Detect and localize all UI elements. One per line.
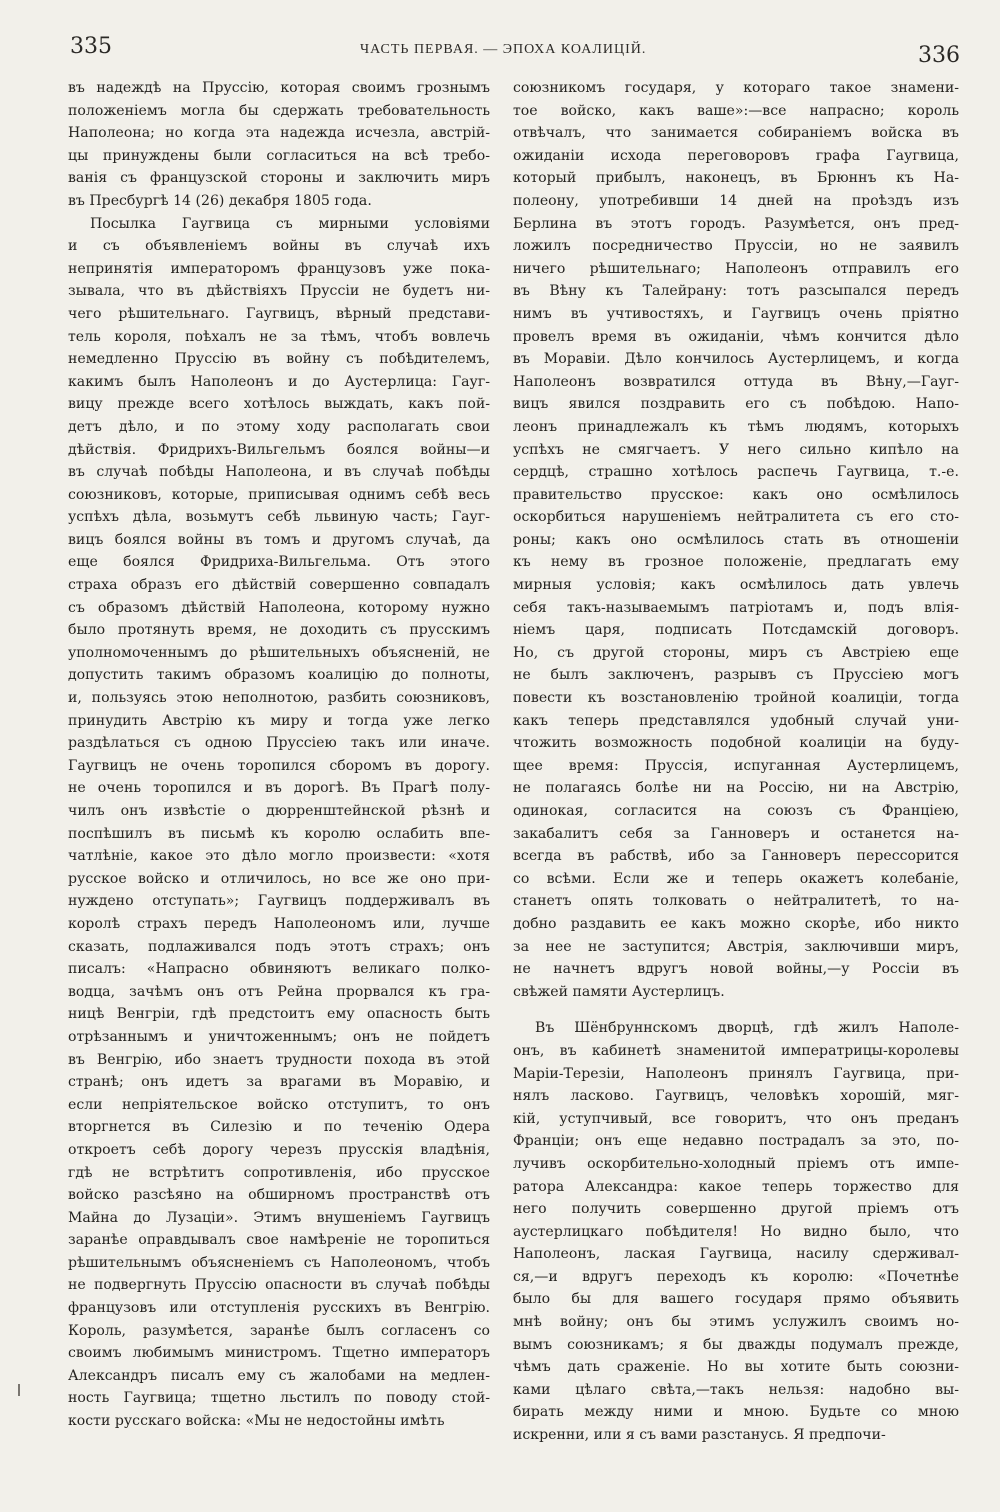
text-line: тое войско, какъ ваше»:—все напрасно; король bbox=[513, 102, 959, 119]
text-line: нуждено отступать»; Гаугвицъ поддерживалъ въ bbox=[68, 893, 490, 910]
text-line: въ Моравіи. Дѣло кончилось Аустерлицемъ, и когда bbox=[513, 351, 959, 368]
text-line: мнѣ войну; онъ бы этимъ услужилъ своимъ но- bbox=[513, 1314, 959, 1331]
text-line: какимъ былъ Наполеонъ и до Аустерлица: Гауг- bbox=[68, 373, 490, 390]
text-line: ложилъ посредничество Пруссіи, но не заявилъ bbox=[513, 238, 959, 255]
text-line: рѣшительнымъ объясненіемъ съ Наполеономъ, чтобъ bbox=[68, 1254, 490, 1271]
text-line: русское войско и отличилось, но все же оно при- bbox=[68, 870, 490, 887]
text-line: вторгнется въ Силезію и по теченію Одера bbox=[68, 1119, 490, 1136]
text-line: мирныя условія; какъ осмѣлилось дать увлечь bbox=[513, 577, 959, 594]
page-number-left: 335 bbox=[70, 34, 112, 59]
text-line: Франціи; онъ еще недавно пострадалъ за это, по- bbox=[513, 1133, 959, 1150]
text-line: въ Венгрію, ибо знаетъ трудности похода въ этой bbox=[68, 1051, 490, 1068]
text-line: не очень торопился и въ дорогѣ. Въ Прагѣ полу- bbox=[68, 780, 490, 797]
text-line: Майна до Лузаціи». Этимъ внушеніемъ Гаугвицъ bbox=[68, 1209, 490, 1226]
text-line: кій, уступчивый, все говоритъ, что онъ преданъ bbox=[513, 1110, 959, 1127]
text-line: вымъ союзникамъ; я бы дважды подумалъ прежде, bbox=[513, 1336, 959, 1353]
text-line: союзниковъ, которые, приписывая однимъ себѣ весь bbox=[68, 486, 490, 503]
text-line: лучивъ оскорбительно-холодный пріемъ отъ импе- bbox=[513, 1155, 959, 1172]
text-line: нялъ ласково. Гаугвицъ, человѣкъ хорошій, мяг- bbox=[513, 1088, 959, 1105]
text-line: не начнетъ вдругъ новой войны,—у Россіи въ bbox=[513, 961, 959, 978]
text-line: еще боялся Фридриха-Вильгельма. Отъ этого bbox=[68, 554, 490, 571]
margin-mark bbox=[18, 1384, 26, 1396]
text-line: Но, съ другой стороны, миръ съ Австріею еще bbox=[513, 644, 959, 661]
text-line: щее время: Пруссія, испуганная Аустерлицемъ, bbox=[513, 757, 959, 774]
right-column bbox=[513, 77, 959, 1447]
text-line: сердцѣ, страшно хотѣлось распечь Гаугвица, т.-е. bbox=[513, 464, 959, 481]
text-line: немедленно Пруссію въ войну съ побѣдителемъ, bbox=[68, 351, 490, 368]
text-line: станетъ опять толковать о нейтралитетѣ, то на- bbox=[513, 893, 959, 910]
text-line: него получить совершенно другой пріемъ отъ bbox=[513, 1201, 959, 1218]
text-line: успѣхъ дѣла, возьмутъ себѣ львиную часть; Гауг- bbox=[68, 509, 490, 526]
text-line: водца, зачѣмъ онъ отъ Рейна прорвался къ гра- bbox=[68, 983, 490, 1000]
text-line: дѣйствія. Фридрихъ-Вильгельмъ боялся войны—и bbox=[68, 441, 490, 458]
left-column bbox=[68, 77, 490, 1433]
text-line: за нее не заступится; Австрія, заключивши миръ, bbox=[513, 938, 959, 955]
text-line: детъ дѣло, и по этому ходу располагать свои bbox=[68, 418, 490, 435]
text-line: своимъ любимымъ министромъ. Тщетно императоръ bbox=[68, 1345, 490, 1362]
paragraph-gap bbox=[513, 1003, 959, 1017]
running-header bbox=[70, 34, 960, 74]
text-line: ожиданіи исхода переговоровъ графа Гаугвица, bbox=[513, 147, 959, 164]
text-line: не подвергнуть Пруссію опасности въ случаѣ побѣды bbox=[68, 1277, 490, 1294]
text-line: кости русскаго войска: «Мы не недостойны имѣть bbox=[68, 1413, 445, 1430]
text-line: чего рѣшительнаго. Гаугвицъ, вѣрный представи- bbox=[68, 305, 490, 322]
text-line: Наполеонъ, лаская Гаугвица, насилу сдерживал- bbox=[513, 1246, 959, 1263]
text-line: себя такъ-называемымъ патріотамъ и, подъ влія- bbox=[513, 599, 959, 616]
text-line: отрѣзаннымъ и уничтоженнымъ; онъ не пойдетъ bbox=[68, 1028, 490, 1045]
text-line: нимъ въ учтивостяхъ, и Гаугвицъ очень пріятно bbox=[513, 305, 959, 322]
text-line: не былъ заключенъ, разрывъ съ Пруссіею могъ bbox=[513, 667, 959, 684]
text-line: поспѣшилъ въ письмѣ къ королю ослабить впе- bbox=[68, 825, 490, 842]
text-line: цы принуждены были согласиться на всѣ требо- bbox=[68, 147, 490, 164]
text-line: странѣ; онъ идетъ за врагами въ Моравію, и bbox=[68, 1074, 490, 1091]
text-line: страха образъ его дѣйствій совершенно совпадалъ bbox=[68, 577, 490, 594]
text-line: добно раздавить ее какъ можно скорѣе, ибо никто bbox=[513, 915, 959, 932]
text-line: если непріятельское войско отступитъ, то онъ bbox=[68, 1096, 490, 1113]
text-line: въ случаѣ побѣды Наполеона, и въ случаѣ побѣды bbox=[68, 464, 490, 481]
text-line: Посылка Гаугвица съ мирными условіями bbox=[90, 215, 490, 232]
text-line: гдѣ не встрѣтитъ сопротивленія, ибо прусское bbox=[68, 1164, 490, 1181]
text-line: и, пользуясь этою неполнотою, разбить союзниковъ, bbox=[68, 690, 490, 707]
text-line: чтожить возможность подобной коалиціи на буду- bbox=[513, 735, 959, 752]
text-line: въ Вѣну къ Талейрану: тотъ разсыпался передъ bbox=[513, 283, 959, 300]
text-line: Наполеона; но когда эта надежда исчезла, австрій- bbox=[68, 125, 490, 142]
text-line: одинокая, согласится на союзъ съ Франціею, bbox=[513, 803, 959, 819]
text-line: ратора Александра: какое теперь торжество для bbox=[513, 1178, 959, 1195]
text-line: правительство прусское: какъ оно осмѣлилось bbox=[513, 486, 959, 503]
text-line: тель короля, поѣхалъ не за тѣмъ, чтобъ вовлечь bbox=[68, 328, 490, 345]
text-line: и съ объявленіемъ войны въ случаѣ ихъ bbox=[68, 238, 490, 255]
text-line: какъ теперь представлялся удобный случай уни- bbox=[513, 712, 959, 729]
text-line: королѣ страхъ передъ Наполеономъ или, лучше bbox=[68, 915, 490, 932]
text-line: ность Гаугвица; тщетно льстилъ по поводу стой- bbox=[68, 1390, 490, 1407]
text-line: французовъ или отступленія русскихъ въ Венгрію. bbox=[68, 1300, 490, 1317]
text-line: Въ Шёнбруннскомъ дворцѣ, гдѣ жилъ Наполе- bbox=[535, 1020, 959, 1037]
text-line: полеону, употребивши 14 дней на проѣздъ изъ bbox=[513, 192, 959, 209]
text-line: войско разсѣяно на обширномъ пространствѣ отъ bbox=[68, 1187, 490, 1204]
text-line: вицъ боялся войны въ томъ и другомъ случаѣ, да bbox=[68, 531, 490, 548]
text-line: аустерлицкаго побѣдителя! Но видно было, что bbox=[513, 1223, 959, 1240]
text-line: въ надеждѣ на Пруссію, которая своимъ грознымъ bbox=[68, 80, 490, 96]
text-line: Александръ писалъ ему съ жалобами на медлен- bbox=[68, 1367, 490, 1384]
text-line: было протянуть время, не доходить съ прусскимъ bbox=[68, 622, 490, 639]
text-line: къ нему въ грозное положеніе, предлагать ему bbox=[513, 554, 959, 571]
text-line: оскорбиться нарушеніемъ нейтралитета съ его сто- bbox=[513, 509, 959, 526]
text-line: ничего рѣшительнаго; Наполеонъ отправилъ его bbox=[513, 260, 959, 277]
page-number-right: 336 bbox=[918, 43, 960, 68]
text-line: откроетъ себѣ дорогу черезъ прусскія владѣнія, bbox=[68, 1141, 490, 1158]
text-line: зывала, что въ дѣйствіяхъ Пруссіи не будетъ ни- bbox=[68, 283, 490, 300]
text-line: вицъ явился поздравить его съ побѣдою. Напо- bbox=[513, 396, 959, 413]
text-line: ся,—и вдругъ переходъ къ королю: «Почетнѣе bbox=[513, 1268, 959, 1285]
text-line: закабалитъ себя за Ганноверъ и останется на- bbox=[513, 825, 959, 842]
text-line: чатлѣніе, какое это дѣло могло произвести: «хотя bbox=[68, 848, 490, 865]
text-line: успѣхъ не смягчаетъ. У него сильно кипѣло на bbox=[513, 441, 959, 458]
running-title: ЧАСТЬ ПЕРВАЯ. — ЭПОХА КОАЛИЦІЙ. bbox=[360, 42, 647, 57]
text-line: искренни, или я съ вами разстанусь. Я предпочи- bbox=[513, 1427, 886, 1444]
text-line: чѣмъ дать сраженіе. Но вы хотите быть союзни- bbox=[513, 1359, 959, 1376]
text-line: ніемъ царя, подписать Потсдамскій договоръ. bbox=[513, 622, 959, 639]
text-line: сказать, подлаживался подъ этотъ страхъ; онъ bbox=[68, 938, 490, 955]
text-line: свѣжей памяти Аустерлицъ. bbox=[513, 983, 725, 1000]
text-line: не полагаясь болѣе ни на Россію, ни на Австрію, bbox=[513, 780, 959, 797]
text-line: ками цѣлаго свѣта,—такъ нельзя: надобно вы- bbox=[513, 1381, 959, 1398]
text-line: уполномоченнымъ до рѣшительныхъ объясненій, не bbox=[68, 644, 490, 661]
text-line: было бы для вашего государя прямо объявить bbox=[513, 1291, 959, 1308]
text-line: повести къ возстановленію тройной коалиціи, тогда bbox=[513, 690, 959, 707]
text-line: въ Пресбургѣ 14 (26) декабря 1805 года. bbox=[68, 192, 372, 209]
text-line: всегда въ рабствѣ, ибо за Ганноверъ перессорится bbox=[513, 848, 959, 865]
text-line: ванія съ французской стороны и заключить миръ bbox=[68, 170, 490, 187]
text-line: Наполеонъ возвратился оттуда въ Вѣну,—Гауг- bbox=[513, 373, 959, 390]
text-line: леонъ принадлежалъ къ тѣмъ людямъ, которыхъ bbox=[513, 418, 959, 435]
text-line: союзникомъ государя, у котораго такое знамени- bbox=[513, 80, 959, 96]
text-line: положеніемъ могла бы сдержать требовательность bbox=[68, 102, 490, 119]
text-line: принудить Австрію къ миру и тогда уже легко bbox=[68, 712, 490, 729]
text-line: допустить такимъ образомъ коалицію до полноты, bbox=[68, 667, 490, 684]
text-line: бирать между ними и мною. Будьте со мною bbox=[513, 1404, 959, 1421]
text-line: Король, разумѣется, заранѣе былъ согласенъ со bbox=[68, 1322, 490, 1339]
text-line: Гаугвицъ не очень торопился сборомъ въ дорогу. bbox=[68, 757, 490, 774]
text-line: раздѣлаться съ одною Пруссіею такъ или иначе. bbox=[68, 735, 490, 752]
text-line: вицу прежде всего хотѣлось выждать, какъ пой- bbox=[68, 396, 490, 413]
text-line: съ образомъ дѣйствій Наполеона, которому нужно bbox=[68, 599, 490, 616]
text-line: провелъ время въ ожиданіи, чѣмъ кончится дѣло bbox=[513, 328, 959, 345]
text-line: Берлина въ этотъ городъ. Разумѣется, онъ пред- bbox=[513, 215, 959, 232]
text-line: непринятія императоромъ французовъ уже пока- bbox=[68, 260, 490, 277]
text-line: онъ, въ кабинетѣ знаменитой императрицы-королевы bbox=[513, 1042, 959, 1059]
text-line: чилъ онъ извѣстіе о дюрренштейнской рѣзнѣ и bbox=[68, 803, 490, 819]
text-line: ницѣ Венгріи, гдѣ предстоитъ ему опасность быть bbox=[68, 1006, 490, 1023]
text-line: писалъ: «Напрасно обвиняютъ великаго полко- bbox=[68, 961, 490, 978]
text-line: со всѣми. Если же и теперь окажетъ колебаніе, bbox=[513, 870, 959, 887]
text-line: заранѣе оправдывалъ свое намѣреніе не торопиться bbox=[68, 1232, 490, 1249]
text-line: отвѣчалъ, что занимается собираніемъ войска въ bbox=[513, 125, 959, 142]
text-line: роны; какъ оно осмѣлилось стать въ отношеніи bbox=[513, 531, 959, 548]
text-line: который прибылъ, наконецъ, въ Брюннъ къ На- bbox=[513, 170, 959, 187]
text-line: Маріи-Терезіи, Наполеонъ принялъ Гаугвица, при- bbox=[513, 1065, 959, 1082]
